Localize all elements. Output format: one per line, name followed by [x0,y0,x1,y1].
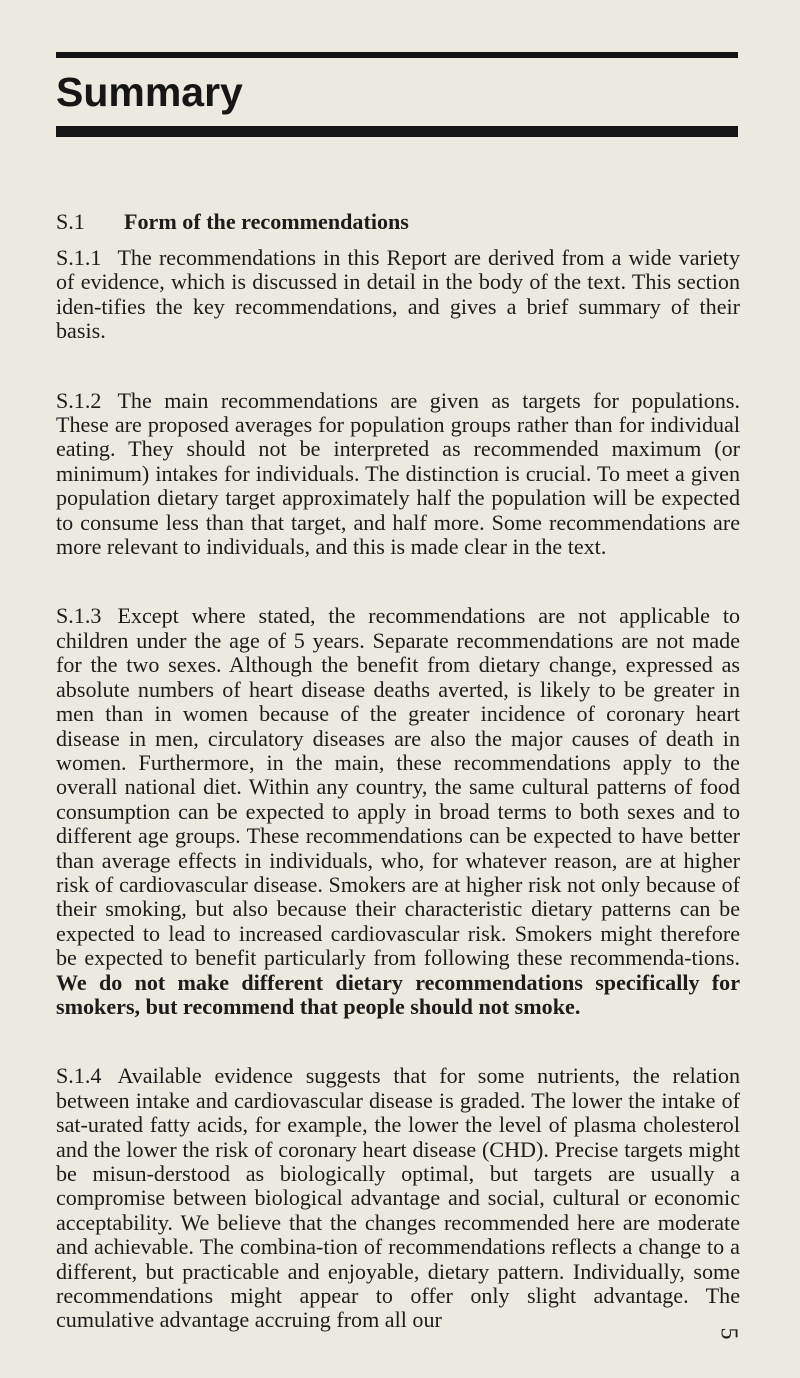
paragraph-number: S.1.1 [56,245,102,270]
paragraph-number: S.1.4 [56,1063,102,1089]
paragraph-s-1-1 [56,246,740,344]
header-rule-bottom [56,126,738,137]
body-text [56,210,740,1378]
paragraph-text: The recommendations in this Report are derived from a wide variety of evidence, which is discussed in detail in the body of the text. This section iden-tifies the key recommendations, and gives a brief summary of their basis. [56,245,740,344]
paragraph-s-1-3 [56,604,740,1019]
paragraph-text: Except where stated, the recommendations are not applicable to children under the age of 5 years. Separate recommendations are not made for the two sexes. Although the benefit from dietary change, expressed as absolute numbers of heart disease deaths averted, is likely to be greater in men than in women because of the greater incidence of coronary heart disease in men, circulatory diseases are also the major causes of death in women. Furthermore, in the main, these recommendations apply to the overall national diet. Within any country, the same cultural patterns of food consumption can be expected to apply in broad terms to both sexes and to different age groups. These recommendations can be expected to have better than average effects in individuals, who, for whatever reason, are at higher risk of cardiovascular disease. Smokers are at higher risk not only because of their smoking, but also because their characteristic dietary patterns can be expected to lead to increased cardiovascular risk. Smokers might therefore be expected to benefit particularly from following these recommenda-tions. [56,603,740,971]
paragraph-text: Available evidence suggests that for some nutrients, the relation between intake and cardiovascular disease is graded. The lower the intake of sat-urated fatty acids, for example, the lower the level of plasma cholesterol and the lower the risk of coronary heart disease (CHD). Precise targets might be misun-derstood as biologically optimal, but targets are usually a compromise between biological advantage and social, cultural or economic acceptability. We believe that the changes recommended here are moderate and achievable. The combina-tion of recommendations reflects a change to a different, but practicable and enjoyable, dietary pattern. Individually, some recommendations might appear to offer only slight advantage. The cumulative advantage accruing from all our [56,1063,740,1333]
paragraph-s-1-2 [56,389,740,560]
paragraph-s-1-4 [56,1064,740,1332]
paragraph-text: The main recommendations are given as targets for populations. These are proposed averages for population groups rather than for individual eating. They should not be interpreted as recommended maximum (or minimum) intakes for individuals. The distinction is crucial. To meet a given population dietary target approximately half the population will be expected to consume less than that target, and half more. Some recommendations are more relevant to individuals, and this is made clear in the text. [56,387,740,560]
section-title: Form of the recommendations [124,209,409,234]
section-number: S.1 [56,209,85,234]
section-heading [56,210,740,246]
paragraph-number: S.1.3 [56,603,102,629]
paragraph-emphasis: We do not make different dietary recommendations specifically for smokers, but recommend that people should not smoke. [56,969,740,1019]
page-number: 5 [715,1327,742,1340]
header-rule-top [56,52,738,58]
page-title: Summary [56,69,243,115]
paragraph-number: S.1.2 [56,387,102,413]
